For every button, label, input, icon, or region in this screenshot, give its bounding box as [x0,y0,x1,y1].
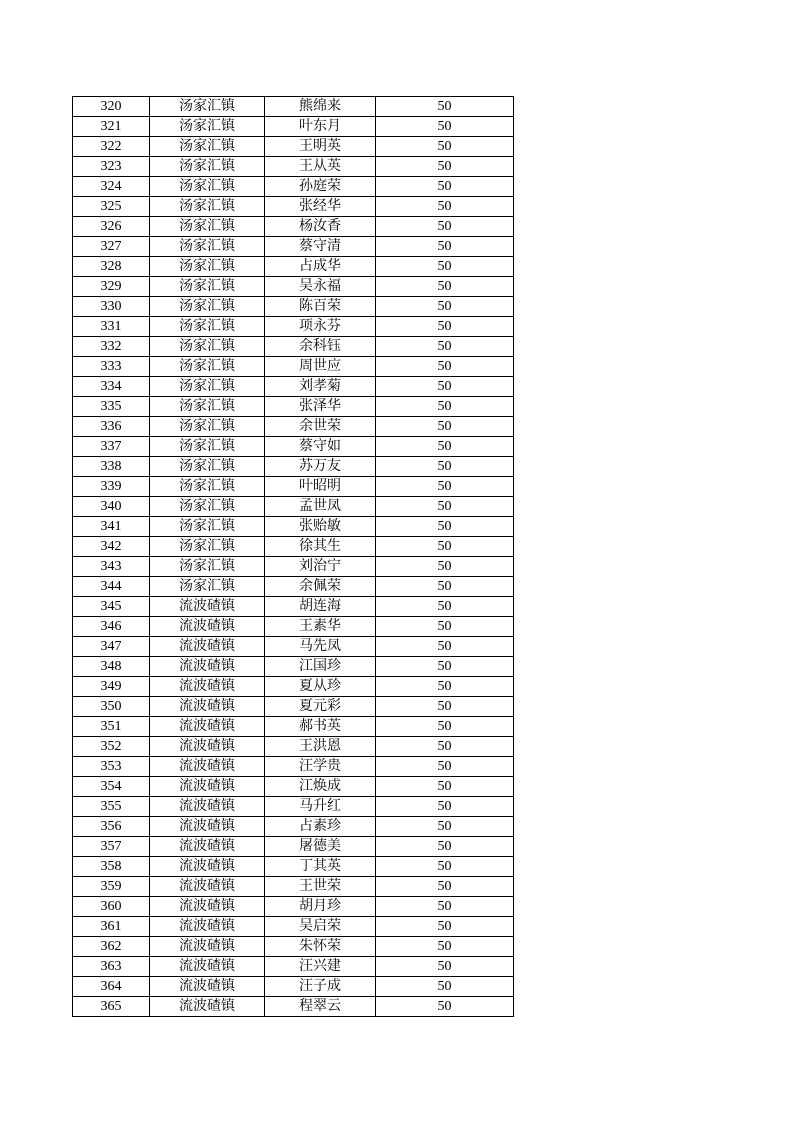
row-number-cell: 327 [73,237,150,257]
amount-cell: 50 [376,217,514,237]
row-number-cell: 334 [73,377,150,397]
table-row [73,117,514,137]
row-number-cell: 358 [73,857,150,877]
amount-cell: 50 [376,137,514,157]
table-row [73,777,514,797]
person-name-cell: 孟世凤 [265,497,376,517]
amount-cell: 50 [376,337,514,357]
amount-cell: 50 [376,197,514,217]
table-row [73,477,514,497]
amount-cell: 50 [376,257,514,277]
amount-cell: 50 [376,517,514,537]
person-name-cell: 夏元彩 [265,697,376,717]
amount-cell: 50 [376,757,514,777]
row-number-cell: 346 [73,617,150,637]
amount-cell: 50 [376,317,514,337]
person-name-cell: 王从英 [265,157,376,177]
table-row [73,497,514,517]
person-name-cell: 占成华 [265,257,376,277]
amount-cell: 50 [376,777,514,797]
table-row [73,297,514,317]
row-number-cell: 336 [73,417,150,437]
town-cell: 流波碴镇 [150,697,265,717]
row-number-cell: 325 [73,197,150,217]
person-name-cell: 张贻敏 [265,517,376,537]
table-row [73,557,514,577]
amount-cell: 50 [376,657,514,677]
table-row [73,277,514,297]
row-number-cell: 363 [73,957,150,977]
person-name-cell: 陈百荣 [265,297,376,317]
row-number-cell: 361 [73,917,150,937]
town-cell: 汤家汇镇 [150,457,265,477]
table-row [73,237,514,257]
row-number-cell: 364 [73,977,150,997]
town-cell: 汤家汇镇 [150,397,265,417]
person-name-cell: 徐其生 [265,537,376,557]
town-cell: 汤家汇镇 [150,557,265,577]
amount-cell: 50 [376,957,514,977]
town-cell: 流波碴镇 [150,637,265,657]
amount-cell: 50 [376,617,514,637]
amount-cell: 50 [376,937,514,957]
table-row [73,837,514,857]
person-name-cell: 汪兴建 [265,957,376,977]
table-row [73,517,514,537]
town-cell: 流波碴镇 [150,797,265,817]
row-number-cell: 329 [73,277,150,297]
person-name-cell: 叶东月 [265,117,376,137]
amount-cell: 50 [376,497,514,517]
person-name-cell: 朱怀荣 [265,937,376,957]
amount-cell: 50 [376,437,514,457]
row-number-cell: 344 [73,577,150,597]
amount-cell: 50 [376,417,514,437]
town-cell: 流波碴镇 [150,877,265,897]
table-row [73,757,514,777]
amount-cell: 50 [376,557,514,577]
row-number-cell: 356 [73,817,150,837]
town-cell: 汤家汇镇 [150,137,265,157]
person-name-cell: 胡月珍 [265,897,376,917]
table-row [73,917,514,937]
table-row [73,597,514,617]
person-name-cell: 汪学贵 [265,757,376,777]
town-cell: 流波碴镇 [150,737,265,757]
row-number-cell: 323 [73,157,150,177]
amount-cell: 50 [376,597,514,617]
table-row [73,357,514,377]
person-name-cell: 项永芬 [265,317,376,337]
amount-cell: 50 [376,377,514,397]
person-name-cell: 周世应 [265,357,376,377]
row-number-cell: 335 [73,397,150,417]
person-name-cell: 余佩荣 [265,577,376,597]
amount-cell: 50 [376,577,514,597]
row-number-cell: 333 [73,357,150,377]
row-number-cell: 360 [73,897,150,917]
person-name-cell: 程翠云 [265,997,376,1017]
town-cell: 汤家汇镇 [150,477,265,497]
table-row [73,317,514,337]
table-row [73,697,514,717]
town-cell: 流波碴镇 [150,597,265,617]
amount-cell: 50 [376,177,514,197]
table-row [73,457,514,477]
town-cell: 汤家汇镇 [150,197,265,217]
row-number-cell: 322 [73,137,150,157]
person-name-cell: 张经华 [265,197,376,217]
amount-cell: 50 [376,697,514,717]
amount-cell: 50 [376,297,514,317]
table-row [73,617,514,637]
town-cell: 流波碴镇 [150,757,265,777]
table-row [73,797,514,817]
amount-cell: 50 [376,457,514,477]
person-name-cell: 占素珍 [265,817,376,837]
amount-cell: 50 [376,677,514,697]
town-cell: 汤家汇镇 [150,237,265,257]
amount-cell: 50 [376,717,514,737]
person-name-cell: 马先凤 [265,637,376,657]
town-cell: 流波碴镇 [150,777,265,797]
amount-cell: 50 [376,277,514,297]
table-row [73,137,514,157]
amount-cell: 50 [376,117,514,137]
town-cell: 汤家汇镇 [150,377,265,397]
town-cell: 汤家汇镇 [150,257,265,277]
table-row [73,897,514,917]
person-name-cell: 蔡守清 [265,237,376,257]
amount-cell: 50 [376,857,514,877]
row-number-cell: 351 [73,717,150,737]
amount-cell: 50 [376,817,514,837]
amount-cell: 50 [376,477,514,497]
town-cell: 汤家汇镇 [150,177,265,197]
amount-cell: 50 [376,397,514,417]
person-name-cell: 王明英 [265,137,376,157]
town-cell: 汤家汇镇 [150,437,265,457]
table-row [73,577,514,597]
row-number-cell: 338 [73,457,150,477]
person-name-cell: 余科钰 [265,337,376,357]
amount-cell: 50 [376,237,514,257]
amount-cell: 50 [376,917,514,937]
person-name-cell: 江焕成 [265,777,376,797]
table-row [73,877,514,897]
town-cell: 流波碴镇 [150,917,265,937]
person-name-cell: 王素华 [265,617,376,637]
row-number-cell: 350 [73,697,150,717]
town-cell: 汤家汇镇 [150,97,265,117]
row-number-cell: 357 [73,837,150,857]
town-cell: 流波碴镇 [150,817,265,837]
table-row [73,217,514,237]
row-number-cell: 348 [73,657,150,677]
person-name-cell: 吴永福 [265,277,376,297]
person-name-cell: 马升红 [265,797,376,817]
person-name-cell: 苏万友 [265,457,376,477]
person-name-cell: 杨汝香 [265,217,376,237]
person-name-cell: 汪子成 [265,977,376,997]
row-number-cell: 365 [73,997,150,1017]
row-number-cell: 362 [73,937,150,957]
row-number-cell: 342 [73,537,150,557]
table-row [73,937,514,957]
row-number-cell: 343 [73,557,150,577]
town-cell: 汤家汇镇 [150,297,265,317]
table-row [73,717,514,737]
town-cell: 流波碴镇 [150,677,265,697]
town-cell: 汤家汇镇 [150,117,265,137]
row-number-cell: 332 [73,337,150,357]
amount-cell: 50 [376,877,514,897]
table-row [73,977,514,997]
table-row [73,737,514,757]
table-row [73,337,514,357]
amount-cell: 50 [376,897,514,917]
row-number-cell: 354 [73,777,150,797]
person-name-cell: 胡连海 [265,597,376,617]
person-name-cell: 丁其英 [265,857,376,877]
town-cell: 流波碴镇 [150,657,265,677]
town-cell: 汤家汇镇 [150,537,265,557]
row-number-cell: 341 [73,517,150,537]
row-number-cell: 355 [73,797,150,817]
row-number-cell: 328 [73,257,150,277]
person-name-cell: 刘治宁 [265,557,376,577]
roster-table [72,96,514,1017]
person-name-cell: 郝书英 [265,717,376,737]
row-number-cell: 331 [73,317,150,337]
table-row [73,857,514,877]
person-name-cell: 蔡守如 [265,437,376,457]
row-number-cell: 349 [73,677,150,697]
amount-cell: 50 [376,157,514,177]
person-name-cell: 叶昭明 [265,477,376,497]
row-number-cell: 320 [73,97,150,117]
row-number-cell: 324 [73,177,150,197]
town-cell: 流波碴镇 [150,837,265,857]
table-row [73,397,514,417]
table-row [73,537,514,557]
amount-cell: 50 [376,97,514,117]
person-name-cell: 孙庭荣 [265,177,376,197]
row-number-cell: 353 [73,757,150,777]
person-name-cell: 熊绵来 [265,97,376,117]
town-cell: 流波碴镇 [150,977,265,997]
row-number-cell: 337 [73,437,150,457]
town-cell: 流波碴镇 [150,617,265,637]
table-row [73,817,514,837]
amount-cell: 50 [376,997,514,1017]
row-number-cell: 347 [73,637,150,657]
town-cell: 汤家汇镇 [150,497,265,517]
row-number-cell: 330 [73,297,150,317]
table-row [73,657,514,677]
amount-cell: 50 [376,977,514,997]
amount-cell: 50 [376,797,514,817]
amount-cell: 50 [376,737,514,757]
table-row [73,97,514,117]
town-cell: 汤家汇镇 [150,157,265,177]
town-cell: 流波碴镇 [150,957,265,977]
row-number-cell: 359 [73,877,150,897]
table-row [73,197,514,217]
table-row [73,957,514,977]
person-name-cell: 张泽华 [265,397,376,417]
town-cell: 汤家汇镇 [150,277,265,297]
amount-cell: 50 [376,637,514,657]
town-cell: 流波碴镇 [150,897,265,917]
town-cell: 汤家汇镇 [150,517,265,537]
person-name-cell: 屠德美 [265,837,376,857]
town-cell: 流波碴镇 [150,857,265,877]
person-name-cell: 吴启荣 [265,917,376,937]
roster-table-body [73,97,514,1017]
amount-cell: 50 [376,837,514,857]
row-number-cell: 352 [73,737,150,757]
person-name-cell: 江国珍 [265,657,376,677]
table-row [73,677,514,697]
row-number-cell: 345 [73,597,150,617]
row-number-cell: 321 [73,117,150,137]
town-cell: 汤家汇镇 [150,217,265,237]
amount-cell: 50 [376,537,514,557]
town-cell: 汤家汇镇 [150,337,265,357]
table-row [73,177,514,197]
town-cell: 汤家汇镇 [150,417,265,437]
table-row [73,437,514,457]
table-row [73,257,514,277]
table-row [73,997,514,1017]
person-name-cell: 余世荣 [265,417,376,437]
town-cell: 流波碴镇 [150,997,265,1017]
person-name-cell: 刘孝菊 [265,377,376,397]
table-row [73,377,514,397]
person-name-cell: 王世荣 [265,877,376,897]
table-row [73,157,514,177]
town-cell: 流波碴镇 [150,937,265,957]
town-cell: 汤家汇镇 [150,577,265,597]
amount-cell: 50 [376,357,514,377]
town-cell: 汤家汇镇 [150,357,265,377]
row-number-cell: 326 [73,217,150,237]
town-cell: 流波碴镇 [150,717,265,737]
row-number-cell: 339 [73,477,150,497]
row-number-cell: 340 [73,497,150,517]
table-row [73,417,514,437]
table-row [73,637,514,657]
person-name-cell: 夏从珍 [265,677,376,697]
town-cell: 汤家汇镇 [150,317,265,337]
person-name-cell: 王洪恩 [265,737,376,757]
